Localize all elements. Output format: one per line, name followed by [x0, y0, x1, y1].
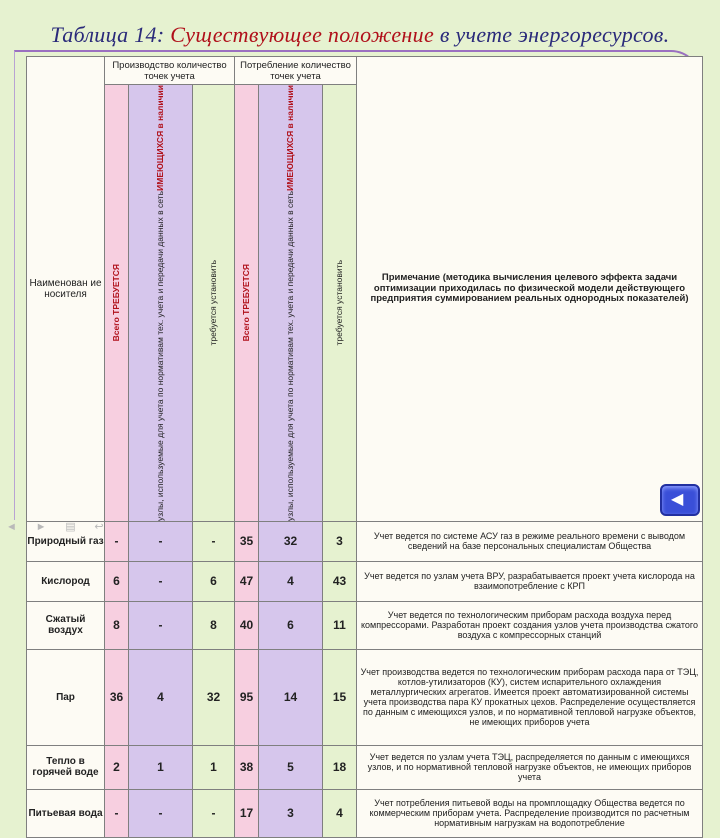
- page-title: [0, 22, 720, 48]
- row-name: Природный газ: [27, 521, 105, 561]
- cons-total-header: Всего ТРЕБУЕТСЯ: [235, 85, 259, 522]
- cons-required: 15: [323, 649, 357, 745]
- prod-required-header: требуется установить: [193, 85, 235, 522]
- prod-total-header: Всего ТРЕБУЕТСЯ: [105, 85, 129, 522]
- prod-existing-header: ИМЕЮЩИХСЯ в наличии узлы, используемые для учета по нормативам тех. учета и передачи данных в сеть: [129, 85, 193, 522]
- row-note: Учет ведется по узлам учета ВРУ, разрабатывается проект учета кислорода на взаимопотребление с КРП: [357, 561, 703, 601]
- prod-existing: -: [129, 789, 193, 837]
- prod-existing: -: [129, 521, 193, 561]
- cons-existing: 32: [259, 521, 323, 561]
- cons-existing: 3: [259, 789, 323, 837]
- title-suffix: в учете энергоресурсов.: [439, 22, 670, 47]
- row-note: Учет ведется по технологическим приборам расхода воздуха перед компрессорами. Разработан проект создания узлов учета производства сжатого воздуха с компрессорных станций: [357, 601, 703, 649]
- cons-total: 35: [235, 521, 259, 561]
- prod-total: 6: [105, 561, 129, 601]
- cons-required: 43: [323, 561, 357, 601]
- table-row: [27, 601, 703, 649]
- name-column-header: Наименован ие носителя: [27, 57, 105, 522]
- cons-required: 3: [323, 521, 357, 561]
- cons-existing-header: ИМЕЮЩИХСЯ в наличии узлы, используемые для учета по нормативам тех. учета и передачи данных в сеть: [259, 85, 323, 522]
- row-note: Учет ведется по узлам учета ТЭЦ, распределяется по данным с имеющихся узлов, и по нормативной тепловой нагрузке объектов, не имеющих приборов учета: [357, 745, 703, 789]
- table-row: [27, 521, 703, 561]
- cons-existing: 5: [259, 745, 323, 789]
- cons-required-header: требуется установить: [323, 85, 357, 522]
- prod-existing: -: [129, 561, 193, 601]
- title-highlight: Существующее положение: [170, 22, 435, 47]
- cons-existing: 4: [259, 561, 323, 601]
- prod-existing: 4: [129, 649, 193, 745]
- prod-required: 6: [193, 561, 235, 601]
- cons-total: 47: [235, 561, 259, 601]
- cons-required: 18: [323, 745, 357, 789]
- back-nav-button[interactable]: [660, 484, 700, 516]
- prod-existing: -: [129, 601, 193, 649]
- prod-required: 1: [193, 745, 235, 789]
- slide-nav-controls[interactable]: ◄ ► ▤ ↩: [6, 521, 112, 533]
- prod-total: -: [105, 521, 129, 561]
- row-note: Учет ведется по системе АСУ газ в режиме реального времени с выводом сведений на базе персональных специалистам Общества: [357, 521, 703, 561]
- cons-total: 38: [235, 745, 259, 789]
- prod-required: -: [193, 789, 235, 837]
- row-name: Питьевая вода: [27, 789, 105, 837]
- table-row: [27, 789, 703, 837]
- table-row: [27, 649, 703, 745]
- row-note: Учет потребления питьевой воды на промплощадку Общества ведется по коммерческим приборам учета. Распределение производится по расчетным нормативным нагрузкам на водопотребление: [357, 789, 703, 837]
- row-note: Учет производства ведется по технологическим приборам расхода пара от ТЭЦ, котлов-утилизаторов (КУ), систем испарительного охлаждения металлургических агрегатов. Имеется проект автоматизированной системы учета производства пара КУ прокатных цехов. Распределение осуществляется по данным с имеющихся узлов, и по нормативной тепловой нагрузке объектов, не имеющих приборов учета: [357, 649, 703, 745]
- cons-existing: 6: [259, 601, 323, 649]
- row-name: Сжатый воздух: [27, 601, 105, 649]
- prod-required: -: [193, 521, 235, 561]
- energy-accounting-table: [26, 56, 703, 838]
- row-name: Пар: [27, 649, 105, 745]
- row-name: Тепло в горячей воде: [27, 745, 105, 789]
- cons-required: 4: [323, 789, 357, 837]
- note-column-header: Примечание (методика вычисления целевого эффекта задачи оптимизации приходилась по физической модели действующего предприятия суммированием реальных однородных показателей): [357, 57, 703, 522]
- back-arrow-icon: ◀: [671, 491, 684, 508]
- row-name: Кислород: [27, 561, 105, 601]
- consumption-header: Потребление количество точек учета: [235, 57, 357, 85]
- prod-total: -: [105, 789, 129, 837]
- prod-required: 8: [193, 601, 235, 649]
- table-row: [27, 561, 703, 601]
- cons-required: 11: [323, 601, 357, 649]
- prod-total: 8: [105, 601, 129, 649]
- title-prefix: Таблица 14:: [50, 22, 165, 47]
- cons-total: 17: [235, 789, 259, 837]
- cons-existing: 14: [259, 649, 323, 745]
- table-row: [27, 745, 703, 789]
- production-header: Производство количество точек учета: [105, 57, 235, 85]
- prod-existing: 1: [129, 745, 193, 789]
- cons-total: 40: [235, 601, 259, 649]
- cons-total: 95: [235, 649, 259, 745]
- prod-total: 2: [105, 745, 129, 789]
- prod-required: 32: [193, 649, 235, 745]
- prod-total: 36: [105, 649, 129, 745]
